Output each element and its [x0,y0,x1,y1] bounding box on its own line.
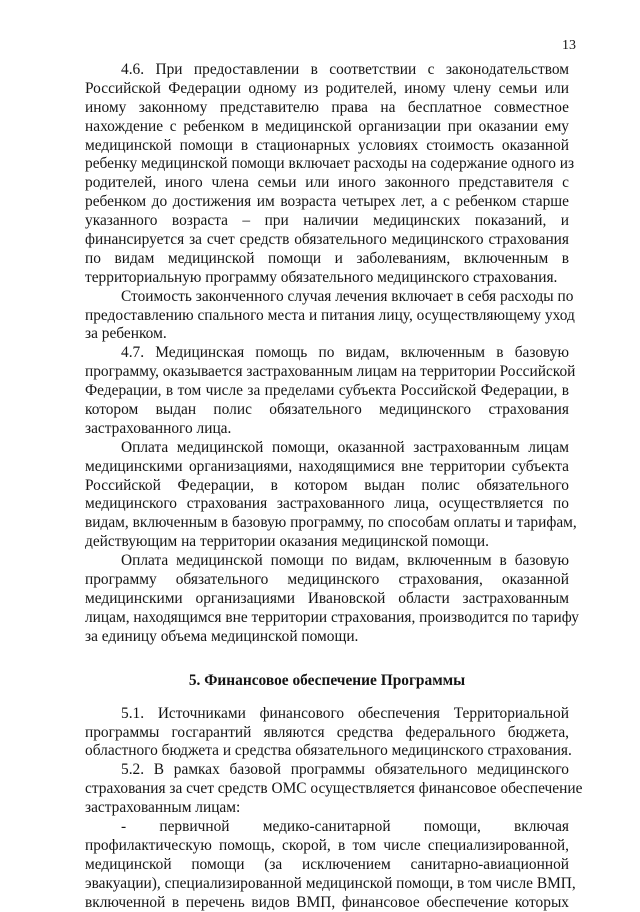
text-line: родителей, иного члена семьи или иного законного представителя с [85,174,569,192]
paragraph [85,438,577,552]
spacer [85,695,569,705]
text-line: 4.6. При предоставлении в соответствии с законодательством [121,61,569,78]
text-line: ребенком до достижения им возраста четырех лет, а с ребенком старше [85,193,569,211]
paragraph [85,761,583,818]
text-line: программу, оказывается застрахованным лицам на территории Российской [85,363,576,381]
section-heading: 5. Финансовое обеспечение Программы [188,671,466,689]
text-line: профилактическую помощь, скорой, в том числе специализированной, [85,836,569,854]
text-line: нахождение с ребенком в медицинской организации при оказании ему [85,117,569,135]
text-line: 4.7. Медицинская помощь по видам, включенным в базовую [121,344,569,362]
text-line: действующим на территории оказания медицинской помощи. [85,533,489,551]
text-line: медицинской помощи (за исключением санитарно-авиационной [85,855,569,873]
text-line: медицинского страхования застрахованного лица, осуществляется по [85,495,569,513]
text-line: указанного возраста – при наличии медицинских показаний, и [85,212,569,230]
text-line: Стоимость законченного случая лечения включает в себя расходы по [121,287,574,305]
text-line: иному законному представителю права на бесплатное совместное [85,98,569,116]
document-body [85,61,583,912]
text-line: Федерации, в том числе за пределами субъекта Российской Федерации, в [85,382,569,400]
text-line: программы госгарантий являются средства федерального бюджета, [85,723,569,741]
text-line: видам, включенным в базовую программу, по способам оплаты и тарифам, [85,514,577,532]
text-line: страхования за счет средств ОМС осуществляется финансовое обеспечение [85,780,583,798]
text-line: медицинскими организациями, находящимися вне территории субъекта [85,457,569,475]
text-line: Оплата медицинской помощи, оказанной застрахованным лицам [121,438,569,456]
text-line: Российской Федерации одному из родителей, иному члену семьи или [85,79,569,97]
text-line: областного бюджета и средства обязательного медицинского страхования. [85,742,572,760]
text-line: лицам, находящимся вне территории страхования, производится по тарифу [85,608,579,626]
text-line: 5.2. В рамках базовой программы обязательного медицинского [121,761,569,779]
text-line: территориальную программу обязательного медицинского страхования. [85,268,558,286]
text-line: включенной в перечень видов ВМП, финансовое обеспечение которых [85,893,569,911]
text-line: за ребенком. [85,325,167,343]
text-line: по видам медицинской помощи и заболеваниям, включенным в [85,249,569,267]
text-line: котором выдан полис обязательного медицинского страхования [85,401,569,419]
spacer [85,647,569,663]
text-line: застрахованным лицам: [85,799,241,817]
text-line: ребенку медицинской помощи включает расходы на содержание одного из [85,155,575,173]
text-line: медицинской помощи в стационарных условиях стоимость оказанной [85,136,569,154]
paragraph [85,552,579,646]
text-line: предоставлению спального места и питания лицу, осуществляющему уход [85,306,575,324]
text-line: Российской Федерации, в котором выдан полис обязательного [85,476,569,494]
text-line: застрахованного лица. [85,419,232,437]
paragraph [85,61,575,288]
paragraph [85,817,576,912]
text-line: - первичной медико-санитарной помощи, включая [121,817,569,835]
text-line: эвакуации), специализированной медицинской помощи, в том числе ВМП, [85,874,576,892]
page-number: 13 [562,38,576,53]
text-line: финансируется за счет средств обязательного медицинского страхования [85,231,569,249]
text-line: медицинскими организациями Ивановской области застрахованным [85,589,569,607]
text-line: 5.1. Источниками финансового обеспечения Территориальной [121,704,569,722]
paragraph [85,287,575,345]
text-line: Оплата медицинской помощи по видам, включенным в базовую [121,552,569,570]
paragraph [85,344,576,438]
text-line: программу обязательного медицинского страхования, оказанной [85,571,569,589]
text-line: за единицу объема медицинской помощи. [85,627,359,645]
paragraph [85,704,572,762]
